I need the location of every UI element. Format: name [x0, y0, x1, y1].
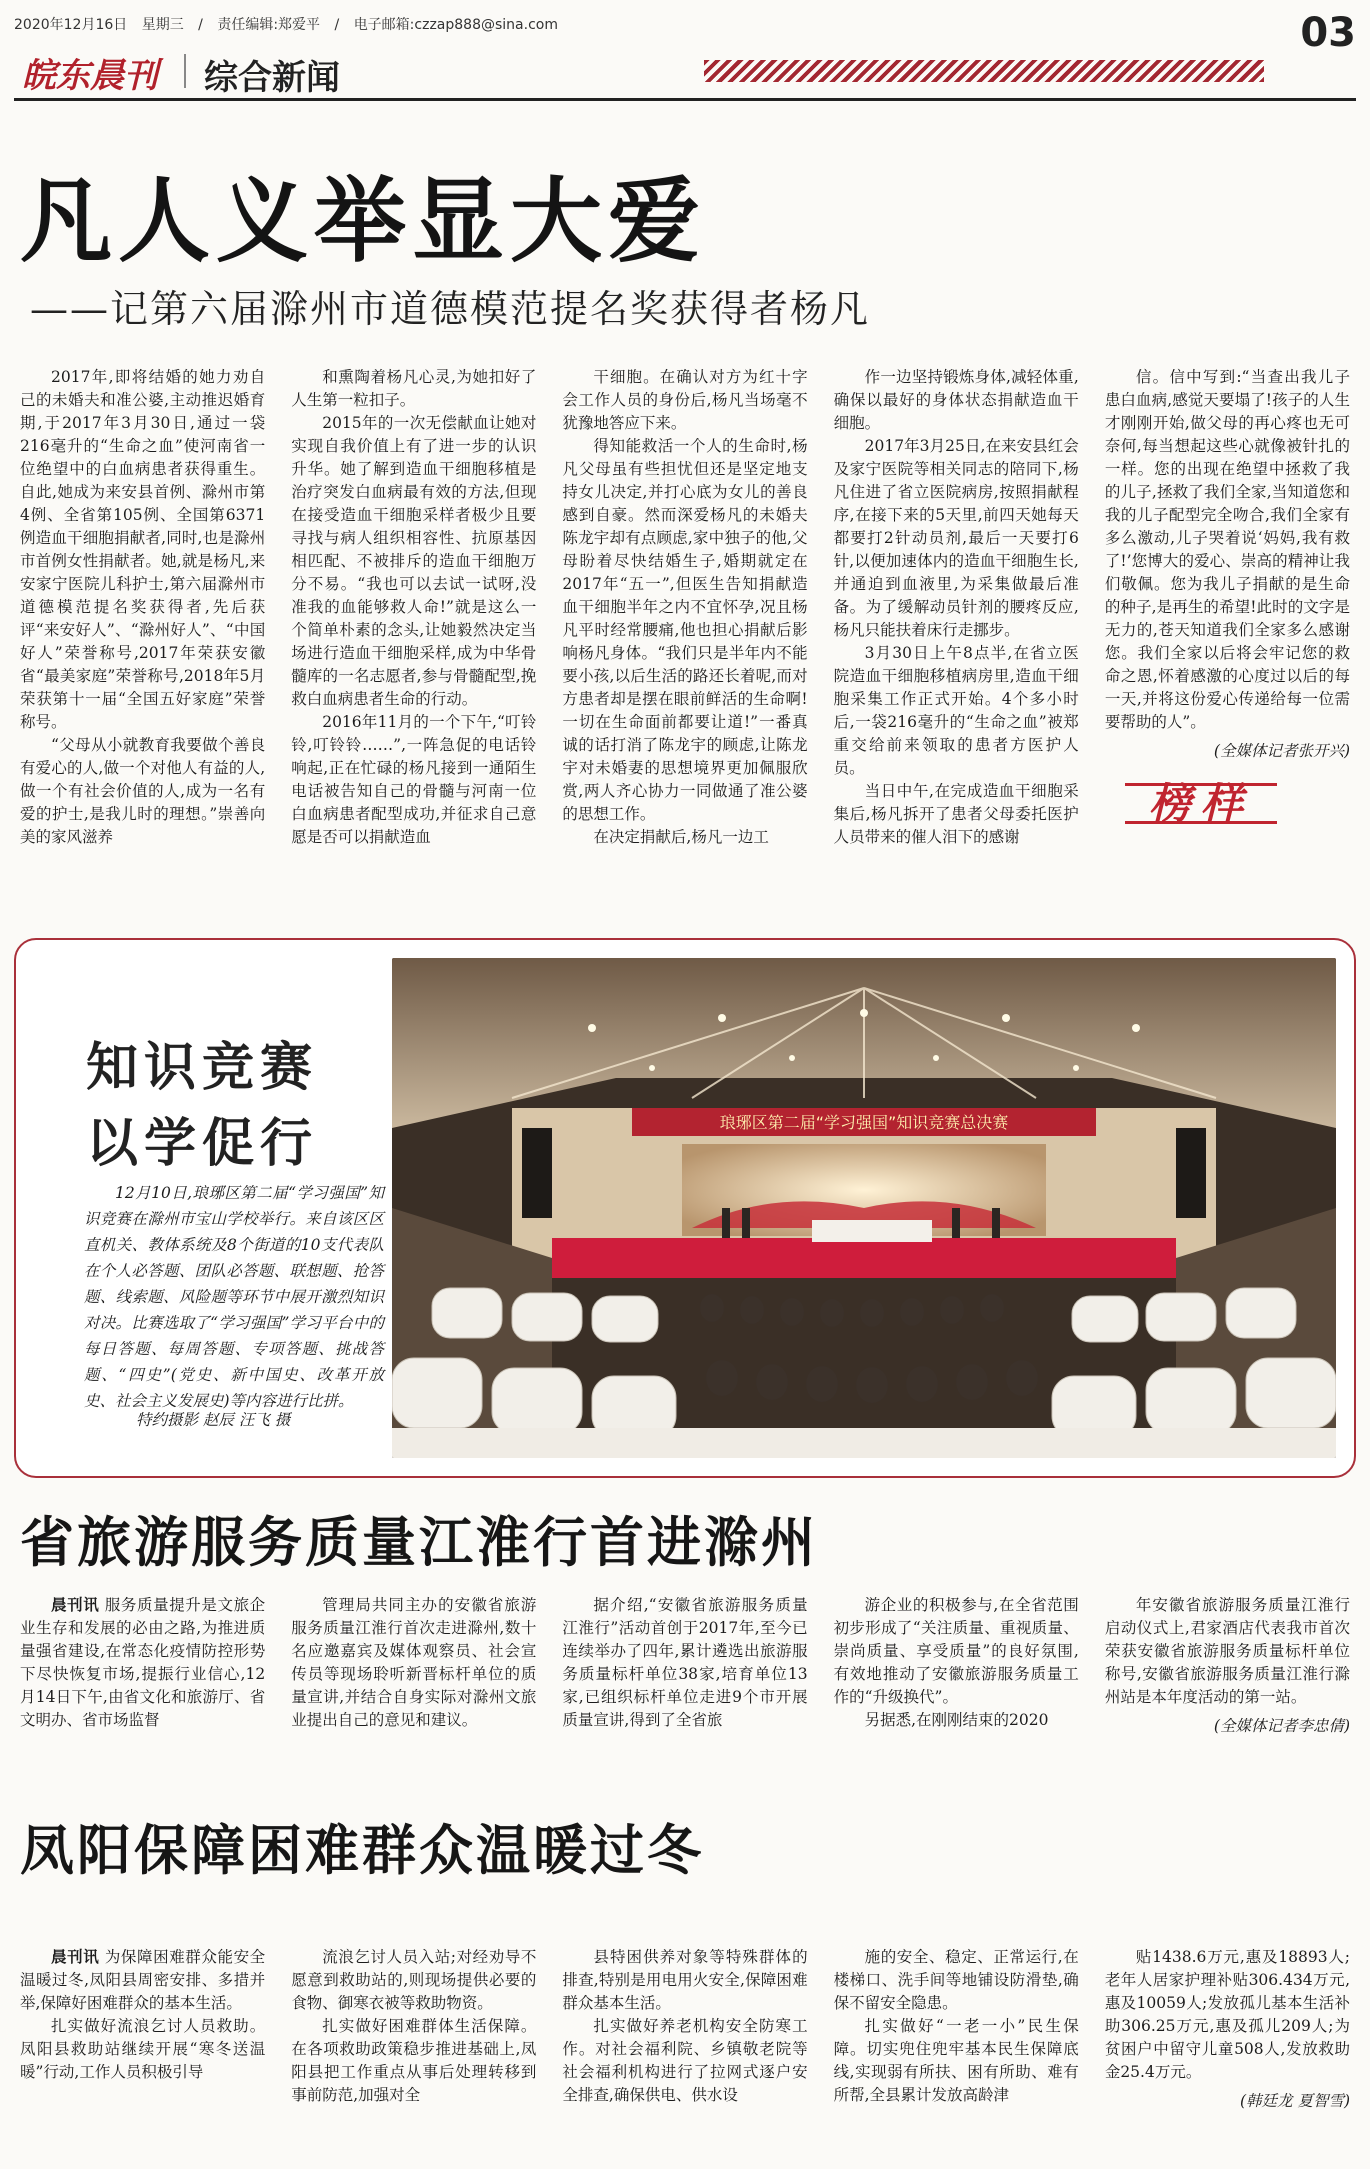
article3-col-4: 施的安全、稳定、正常运行,在楼梯口、洗手间等地铺设防滑垫,确保不留安全隐患。 扎实做好“一老一小”民生保障。切实兜住兜牢基本民生保障底线,实现弱有所扶、困有所助、难有所帮,全县累计发放高龄津	[833, 1948, 1079, 2104]
article2-lead: 晨刊讯	[51, 1596, 100, 1614]
article1-col-4: 作一边坚持锻炼身体,减轻体重,确保以最好的身体状态捐献造血干细胞。 2017年3月25日,在来安县红会及家宁医院等相关同志的陪同下,杨凡住进了省立医院病房,按照捐献程序,在接下来的5天里,前四天她每天都要打2针动员剂,最后一天要打6针,以便加速体内的造血干细胞生长,并通迫到血液里,为采集做最后准备。为了缓解动员针剂的腰疼反应,杨凡只能扶着床行走挪步。 3月30日上午8点半,在省立医院造血干细胞移植病房里,造血干细胞采集工作正式开始。4个多小时后,一袋216毫升的“生命之血”被郑重交给前来领取的患者方医护人员。 当日中午,在完成造血干细胞采集后,杨凡拆开了患者父母委托医护人员带来的催人泪下的感谢	[833, 368, 1079, 846]
stage-banner-text: 琅琊区第二届“学习强国”知识竞赛总决赛	[719, 1113, 1009, 1132]
article3-lead: 晨刊讯	[51, 1948, 100, 1966]
hatch-decoration	[704, 60, 1264, 82]
article3-col-2: 流浪乞讨人员入站;对经劝导不愿意到救助站的,则现场提供必要的食物、御寒衣被等救助物资。 扎实做好困难群体生活保障。在各项救助政策稳步推进基础上,凤阳县把工作重点从事后处理转移到事前防范,加强对全	[291, 1948, 537, 2104]
quiz-contest-photo	[392, 958, 1336, 1458]
article3-col-1: 晨刊讯 为保障困难群众能安全温暖过冬,凤阳县周密安排、多措并举,保障好困难群众的基本生活。 扎实做好流浪乞讨人员救助。凤阳县救助站继续开展“寒冬送温暖”行动,工作人员积极引导	[20, 1948, 266, 2081]
feature-caption: 12月10日,琅琊区第二届“学习强国”知识竞赛在滁州市宝山学校举行。来自该区区直机关、教体系统及8个街道的10支代表队在个人必答题、团队必答题、联想题、抢答题、线索题、风险题等环节中展开激烈知识对决。比赛选取了“学习强国”学习平台中的每日答题、每周答题、专项答题、挑战答题、“四史”(党史、新中国史、改革开放史、社会主义发展史)等内容进行比拼。	[84, 1184, 384, 1410]
article3-col-3: 县特困供养对象等特殊群体的排查,特别是用电用火安全,保障困难群众基本生活。 扎实做好养老机构安全防寒工作。对社会福利院、乡镇敬老院等社会福利机构进行了拉网式逐户安全排查,确保供电、供水设	[562, 1948, 808, 2104]
article2-col-4: 游企业的积极参与,在全省范围初步形成了“关注质量、重视质量、崇尚质量、享受质量”的良好氛围,有效地推动了安徽旅游服务质量工作的“升级换代”。 另据悉,在刚刚结束的2020	[833, 1596, 1079, 1729]
article3-headline: 凤阳保障困难群众温暖过冬	[20, 1819, 704, 1882]
article2-byline: (全媒体记者李忠倩)	[1213, 1717, 1351, 1735]
article2-body	[20, 1594, 1350, 1770]
newspaper-logo: 皖东晨刊	[22, 56, 158, 96]
feature-title: 知识竞赛 以学促行	[86, 1038, 319, 1174]
issue-weekday: 星期三	[141, 17, 184, 33]
editor-name: 责任编辑:郑爱平	[217, 17, 321, 33]
article3-byline: (韩廷龙 夏智雪)	[1239, 2092, 1351, 2110]
article2-headline: 省旅游服务质量江淮行首进滁州	[20, 1511, 818, 1574]
article1-subhead: ——记第六届滁州市道德模范提名奖获得者杨凡	[30, 287, 871, 331]
page-number: 03	[1300, 10, 1356, 56]
article2-col-3: 据介绍,“安徽省旅游服务质量江淮行”活动首创于2017年,至今已连续举办了四年,累计遴选出旅游服务质量标杆单位38家,培育单位13家,已组织标杆单位走进9个市开展质量宣讲,得到了全省旅	[562, 1596, 808, 1729]
article2-col-1: 晨刊讯 服务质量提升是文旅企业生存和发展的必由之路,为推进质量强省建设,在常态化疫情防控形势下尽快恢复市场,提振行业信心,12月14日下午,由省文化和旅游厅、省文明办、省市场监督	[20, 1596, 266, 1729]
article1-headline: 凡人义举显大爱	[20, 168, 707, 275]
article1-col-5: 信。信中写到:“当查出我儿子患白血病,感觉天要塌了!孩子的人生才刚刚开始,做父母的再心疼也无可奈何,每当想起这些心就像被针扎的一样。您的出现在绝望中拯救了我的儿子,拯救了我们全家,当知道您和我的儿子配型完全吻合,我们全家有多么激动,儿子哭着说‘妈妈,我有救了!’您博大的爱心、崇高的精神让我们敬佩。您为我儿子捐献的是生命的种子,是再生的希望!此时的文字是无力的,苍天知道我们全家多么感谢您。我们全家以后将会牢记您的救命之恩,怀着感激的心度过以后的每一天,并将这份爱心传递给每一位需要帮助的人”。 (全媒体记者张开兴) 榜样	[1104, 368, 1351, 828]
article3-body	[20, 1946, 1350, 2156]
page-header-bar: 2020年12月16日 星期三 / 责任编辑:郑爱平 / 电子邮箱:czzap888@sina.com	[14, 17, 558, 33]
article1-col-3: 干细胞。在确认对方为红十字会工作人员的身份后,杨凡当场毫不犹豫地答应下来。 得知能救活一个人的生命时,杨凡父母虽有些担忧但还是坚定地支持女儿决定,并打心底为女儿的善良感到自豪。然而深爱杨凡的未婚夫陈龙宇却有点顾虑,家中独子的他,父母盼着尽快结婚生子,婚期就定在2017年“五一”,但医生告知捐献造血干细胞半年之内不宜怀孕,况且杨凡平时经常腰痛,他也担心捐献后影响杨凡身体。“我们只是半年内不能要小孩,以后生活的路还长着呢,而对方患者却是摆在眼前鲜活的生命啊!一切在生命面前都要让道!”一番真诚的话打消了陈龙宇的顾虑,让陈龙宇对未婚妻的思想境界更加佩服欣赏,两人齐心协力一同做通了准公婆的思想工作。 在决定捐献后,杨凡一边工	[562, 368, 808, 846]
auditorium-illustration	[392, 958, 1336, 1458]
feature-box	[14, 938, 1356, 1478]
article2-col-5: 年安徽省旅游服务质量江淮行启动仪式上,君家酒店代表我市首次荣获安徽省旅游服务质量标杆单位称号,安徽省旅游服务质量江淮行滁州站是本年度活动的第一站。 (全媒体记者李忠倩)	[1105, 1594, 1350, 1770]
editor-email: 电子邮箱:czzap888@sina.com	[353, 17, 558, 33]
issue-date: 2020年12月16日	[14, 17, 128, 33]
article1-col-1: 2017年,即将结婚的她力劝自己的未婚夫和准公婆,主动推迟婚育期,于2017年3月30日,通过一袋216毫升的“生命之血”使河南省一位绝望中的白血病患者获得重生。自此,她成为来安县首例、滁州市第4例、全省第105例、全国第6371例造血干细胞捐献者,同时,也是滁州市首例女性捐献者。她,就是杨凡,来安家宁医院儿科护士,第六届滁州市道德模范提名奖获得者,先后获评“来安好人”、“滁州好人”、“中国好人”荣誉称号,2017年荣获安徽省“最美家庭”荣誉称号,2018年5月荣获第十一届“全国五好家庭”荣誉称号。 “父母从小就教育我要做个善良有爱心的人,做一个对他人有益的人,做一个有社会价值的人,成为一名有爱的护士,是我儿时的理想。”崇善向美的家风滋养	[20, 368, 266, 846]
article1-body	[20, 366, 1350, 906]
masthead-rule	[14, 98, 1356, 101]
role-model-stamp: 榜样	[1125, 783, 1277, 824]
masthead-divider	[184, 54, 186, 88]
article2-col-2: 管理局共同主办的安徽省旅游服务质量江淮行首次走进滁州,数十名应邀嘉宾及媒体观察员、社会宣传员等现场聆听新晋标杆单位的质量宣讲,并结合自身实际对滁州文旅业提出自己的意见和建议。	[291, 1596, 537, 1729]
masthead	[14, 42, 1356, 96]
article3-col-5: 贴1438.6万元,惠及18893人;老年人居家护理补贴306.434万元,惠及10059人;发放孤儿基本生活补助306.25万元,惠及孤儿209人;为贫困户中留守儿童508人,发放救助金25.4万元。 (韩廷龙 夏智雪)	[1105, 1946, 1350, 2156]
photo-credit: 特约摄影 赵辰 汪飞 摄	[136, 1411, 291, 1429]
section-title: 综合新闻	[204, 58, 340, 98]
article1-byline: (全媒体记者张开兴)	[1213, 742, 1351, 760]
article1-col-2: 和熏陶着杨凡心灵,为她扣好了人生第一粒扣子。 2015年的一次无偿献血让她对实现自我价值上有了进一步的认识升华。她了解到造血干细胞移植是治疗突发白血病最有效的方法,但现在接受造血干细胞采样者极少且要寻找与病人组织相容性、抗原基因相匹配、不被排斥的造血干细胞万分不易。“我也可以去试一试呀,没准我的血能够救人命!”就是这么一个简单朴素的念头,让她毅然决定当场进行造血干细胞采样,成为中华骨髓库的一名志愿者,参与骨髓配型,挽救白血病患者生命的行动。 2016年11月的一个下午,“叮铃铃,叮铃铃……”,一阵急促的电话铃响起,正在忙碌的杨凡接到一通陌生电话被告知自己的骨髓与河南一位白血病患者配型成功,并征求自己意愿是否可以捐献造血	[291, 368, 537, 846]
